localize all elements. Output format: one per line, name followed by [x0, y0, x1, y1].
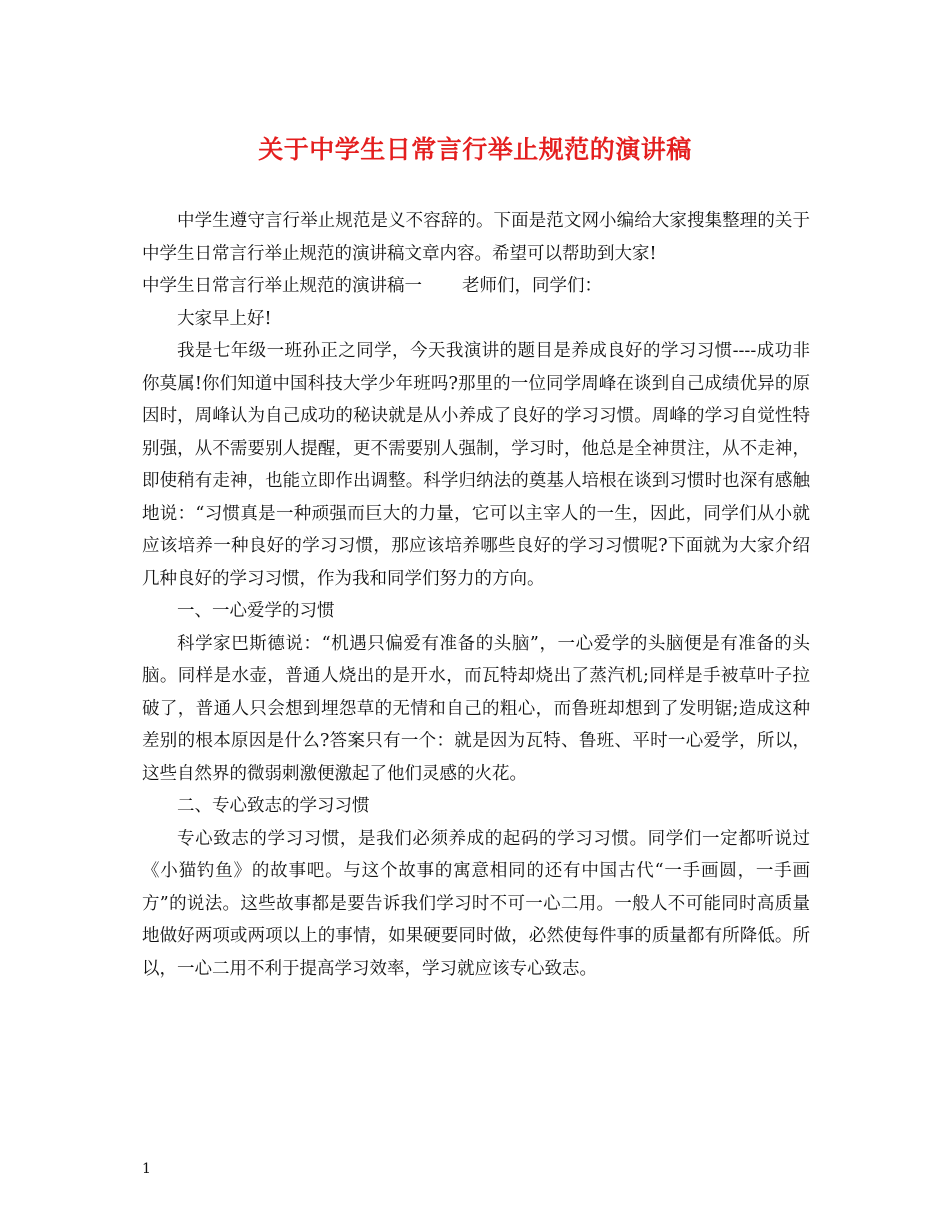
speech-heading-line	[142, 270, 810, 303]
section-heading-2: 二、专心致志的学习习惯	[177, 796, 370, 816]
document-body	[142, 205, 810, 985]
body-paragraph-1: 我是七年级一班孙正之同学，今天我演讲的题目是养成良好的学习习惯----成功非你莫属!你们知道中国科技大学少年班吗?那里的一位同学周峰在谈到自己成绩优异的原因时，周峰认为自己成功的秘诀就是从小养成了良好的学习习惯。周峰的学习自觉性特别强，从不需要别人提醒，更不需要别人强制，学习时，他总是全神贯注，从不走神，即使稍有走神，也能立即作出调整。科学归纳法的奠基人培根在谈到习惯时也深有感触地说：“习惯真是一种顽强而巨大的力量，它可以主宰人的一生，因此，同学们从小就应该培养一种良好的学习习惯，那应该培养哪些良好的学习习惯呢?下面就为大家介绍几种良好的学习习惯，作为我和同学们努力的方向。	[142, 341, 810, 589]
section-heading-1: 一、一心爱学的习惯	[177, 601, 335, 621]
page-number: 1	[142, 1161, 151, 1177]
body-paragraph-3: 专心致志的学习习惯，是我们必须养成的起码的学习习惯。同学们一定都听说过《小猫钓鱼》的故事吧。与这个故事的寓意相同的还有中国古代“一手画圆，一手画方”的说法。这些故事都是要告诉我们学习时不可一心二用。一般人不可能同时高质量地做好两项或两项以上的事情，如果硬要同时做，必然使每件事的质量都有所降低。所以，一心二用不利于提高学习效率，学习就应该专心致志。	[142, 828, 810, 979]
body-paragraph-2: 科学家巴斯德说：“机遇只偏爱有准备的头脑”，一心爱学的头脑便是有准备的头脑。同样是水壶，普通人烧出的是开水，而瓦特却烧出了蒸汽机;同样是手被草叶子拉破了，普通人只会想到埋怨草的无情和自己的粗心，而鲁班却想到了发明锯;造成这种差别的根本原因是什么?答案只有一个：就是因为瓦特、鲁班、平时一心爱学，所以，这些自然界的微弱刺激便激起了他们灵感的火花。	[142, 633, 810, 784]
greeting: 大家早上好!	[177, 308, 272, 329]
salutation: 老师们，同学们：	[462, 276, 602, 296]
document-title: 关于中学生日常言行举止规范的演讲稿	[258, 135, 692, 164]
intro-paragraph: 中学生遵守言行举止规范是义不容辞的。下面是范文网小编给大家搜集整理的关于中学生日常言行举止规范的演讲稿文章内容。希望可以帮助到大家!	[142, 211, 810, 264]
speech-heading: 中学生日常言行举止规范的演讲稿一	[142, 276, 422, 296]
